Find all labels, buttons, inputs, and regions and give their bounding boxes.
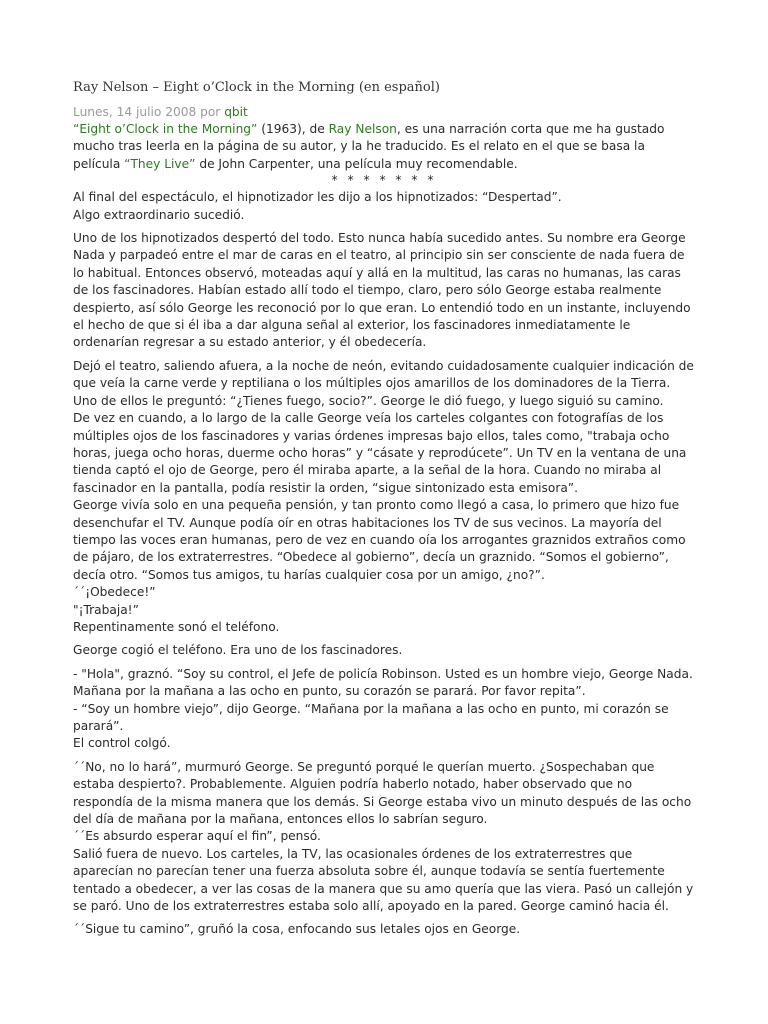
story-line: ´´Es absurdo esperar aquí el fin”, pensó.: [73, 829, 321, 844]
intro-text-3: de John Carpenter, una película muy recomendable.: [195, 156, 518, 171]
story-title-link[interactable]: “Eight o’Clock in the Morning”: [73, 122, 258, 136]
story-line: ´´¡Obedece!”: [73, 585, 156, 600]
story-line: Uno de los hipnotizados despertó del todo. Esto nunca había sucedido antes. Su nombre era George Nada y parpadeó entre el mar de caras en el teatro, al principio sin ser consciente de nada fuera de lo habitual. Entonces observó, moteadas aquí y allá en la multitud, las caras no humanas, las caras de los fascinadores. Habían estado allí todo el tiempo, claro, pero sólo George estaba realmente despierto, así sólo George les reconoció por lo que eran. Lo entendió todo en un instante, incluyendo el hecho de que si él iba a dar alguna señal al exterior, los fascinadores inmediatamente le ordenarían regresar a su estado anterior, y él obedecería.: [73, 231, 691, 350]
post-author-link[interactable]: qbit: [224, 105, 248, 119]
story-line: De vez en cuando, a lo largo de la calle George veía los carteles colgantes con fotografías de los múltiples ojos de los fascinadores y varias órdenes impresas bajo ellos, tales como, "trabaja ocho horas, juega ocho horas, duerme ocho horas” y “cásate y reprodúcete”. Un TV en la ventana de una tienda captó el ojo de George, pero él miraba aparte, a la señal de la hora. Cuando no miraba al fascinador en la pantalla, podía resistir la orden, “sigue sintonizado esta emisora”.: [73, 411, 687, 495]
separator: * * * * * * *: [331, 173, 437, 188]
story-line: Dejó el teatro, saliendo afuera, a la noche de neón, evitando cuidadosamente cualquier indicación de que veía la carne verde y reptiliana o los múltiples ojos amarillos de los dominadores de la Tierra. Uno de ellos le preguntó: “¿Tienes fuego, socio?”. George le dió fuego, y luego siguió su camino.: [73, 358, 694, 408]
story-line: ´´No, no lo hará”, murmuró George. Se preguntó porqué le querían muerto. ¿Sospechaban que estaba despierto?. Probablemente. Alguien podría haberlo notado, haber observado que no respondía de la misma manera que los demás. Si George estaba vivo un minuto después de las ocho del día de mañana por la mañana, entonces ellos lo sabrían seguro.: [73, 759, 692, 827]
story-line: George vivía solo en una pequeña pensión, y tan pronto como llegó a casa, lo primero que hizo fue desenchufar el TV. Aunque podía oír en otras habitaciones los TV de sus vecinos. La mayoría del tiempo las voces eran humanas, pero de vez en cuando oía los arrogantes graznidos extraños como de pájaro, de los extraterrestres. “Obedece al gobierno”, decía un graznido. “Somos el gobierno”, decía otro. “Somos tus amigos, tu harías cualquier cosa por un amigo, ¿no?”.: [73, 498, 686, 582]
film-link[interactable]: “They Live”: [124, 156, 196, 171]
story-line: Al final del espectáculo, el hipnotizador les dijo a los hipnotizados: “Despertad”.: [73, 190, 562, 205]
post-meta: [73, 104, 695, 121]
post-by: por: [196, 105, 225, 119]
story-line: Algo extraordinario sucedió.: [73, 207, 245, 222]
story-line: ´´Sigue tu camino”, gruñó la cosa, enfocando sus letales ojos en George.: [73, 922, 521, 937]
story-line: - “Soy un hombre viejo”, dijo George. “Mañana por la mañana a las ocho en punto, mi corazón se parará”.: [73, 701, 669, 733]
intro-text-1: (1963), de: [257, 122, 329, 136]
story-line: - "Hola", graznó. “Soy su control, el Jefe de policía Robinson. Usted es un hombre viejo, George Nada. Mañana por la mañana a las ocho en punto, su corazón se parará. Por favor repita”.: [73, 666, 693, 699]
story-line: Repentinamente sonó el teléfono.: [73, 619, 280, 634]
story-paragraph: [73, 642, 695, 659]
story-paragraph: [73, 759, 695, 916]
story-body: [73, 189, 695, 939]
story-line: George cogió el teléfono. Era uno de los fascinadores.: [73, 643, 403, 658]
story-line: "¡Trabaja!”: [73, 602, 139, 617]
post-date: Lunes, 14 julio 2008: [73, 105, 197, 119]
story-line: El control colgó.: [73, 736, 171, 751]
story-line: Salió fuera de nuevo. Los carteles, la TV, las ocasionales órdenes de los extraterrestres que aparecían no parecían tener una fuerza absoluta sobre él, aunque todavía se sentía fuertemente tentado a obedecer, a ver las cosas de la manera que su amo quería que las viera. Pasó un callejón y se paró. Uno de los extraterrestres estaba solo allí, apoyado en la pared. George caminó hacia él.: [73, 846, 694, 914]
story-paragraph: [73, 358, 695, 637]
author-link[interactable]: Ray Nelson: [328, 122, 397, 136]
story-paragraph: [73, 921, 695, 938]
intro-text-2: , es una narración corta que me ha gustado mucho tras leerla en la página de su autor, y la he traducido. Es el relato en el que se basa la película: [73, 122, 665, 171]
story-paragraph: [73, 189, 695, 224]
intro-paragraph: [73, 121, 695, 173]
story-paragraph: [73, 230, 695, 352]
post-title: Ray Nelson – Eight o’Clock in the Morning (en español): [73, 80, 440, 95]
article: [73, 78, 695, 945]
story-paragraph: [73, 666, 695, 753]
